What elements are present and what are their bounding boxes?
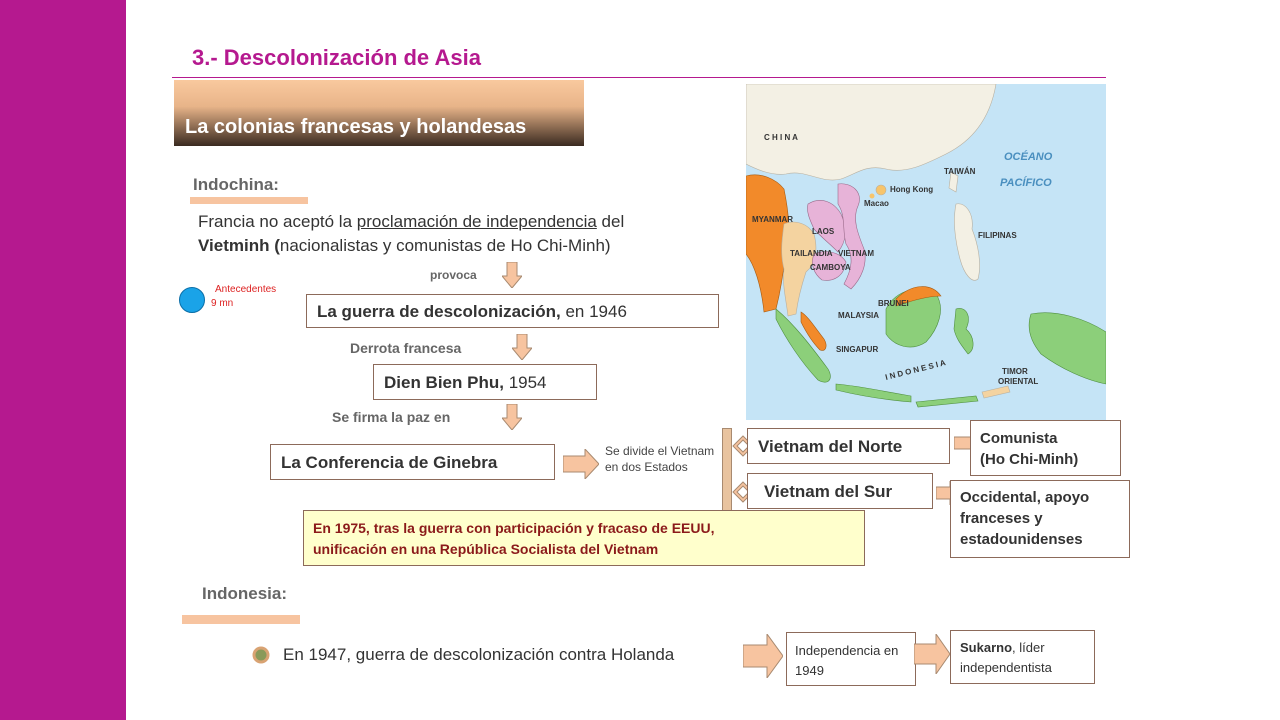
vietnam-norte-box [747, 428, 950, 464]
comunista-box [970, 420, 1121, 476]
down-arrow-icon [502, 404, 522, 430]
divide-text: Se divide el Vietnam en dos Estados [605, 444, 715, 474]
occidental-box [950, 480, 1130, 558]
vietnam-norte-label: Vietnam del Norte [758, 437, 903, 456]
map-label-tailandia: TAILANDIA [790, 249, 833, 258]
vietnam-sur-label: Vietnam del Sur [764, 482, 893, 501]
indonesia-guerra-text: En 1947, guerra de descolonización contra Holanda [283, 645, 675, 664]
section-banner [174, 80, 584, 146]
right-arrow-icon [743, 634, 783, 678]
dien-rest: 1954 [503, 373, 547, 392]
independencia-label: Independencia en 1949 [795, 643, 899, 678]
map-label-hongkong: Hong Kong [890, 185, 934, 194]
dien-bien-phu-box [373, 364, 597, 400]
ginebra-label: La Conferencia de Ginebra [281, 453, 498, 472]
southeast-asia-map [746, 84, 1106, 420]
intro-suffix: del [596, 212, 625, 231]
left-accent-bar [0, 0, 126, 720]
right-arrow-icon [914, 634, 950, 674]
map-label-timor: TIMOR [1002, 367, 1028, 376]
map-label-myanmar: MYANMAR [752, 215, 794, 224]
map-label-vietnam: VIETNAM [838, 249, 874, 258]
sukarno-bold: Sukarno [960, 640, 1013, 655]
map-label-filipinas: FILIPINAS [978, 231, 1017, 240]
sukarno-rest: , líder independentista [960, 640, 1052, 675]
comunista-line2: (Ho Chi-Minh) [980, 451, 1079, 468]
intro-bold: Vietminh ( [198, 236, 280, 255]
map-label-china: C H I N A [764, 133, 798, 142]
comunista-line1: Comunista [980, 430, 1058, 447]
down-arrow-icon [502, 262, 522, 288]
section-banner-label: La colonias francesas y holandesas [185, 116, 527, 138]
unificacion-line2: unificación en una República Socialista del Vietnam [313, 541, 659, 557]
intro-underlined: proclamación de independencia [356, 212, 597, 231]
hongkong-dot [876, 185, 886, 195]
map-label-pacifico: PACÍFICO [1000, 177, 1052, 189]
vietnam-sur-box [747, 473, 933, 509]
independencia-box [786, 632, 916, 686]
indochina-heading: Indochina: [193, 175, 279, 194]
right-arrow-icon [563, 449, 599, 479]
map-label-camboya: CAMBOYA [810, 263, 851, 272]
map-label-oceano: OCÉANO [1004, 151, 1053, 163]
provoca-label: provoca [430, 268, 477, 282]
map-label-brunei: BRUNEI [878, 299, 909, 308]
page-title: 3.- Descolonización de Asia [192, 45, 481, 70]
map-label-macao: Macao [864, 199, 889, 208]
dien-bold: Dien Bien Phu, [384, 373, 504, 392]
guerra-rest: en 1946 [560, 302, 627, 321]
title-divider [172, 77, 1106, 78]
guerra-bold: La guerra de descolonización, [317, 302, 561, 321]
map-label-singapur: SINGAPUR [836, 345, 879, 354]
antecedentes-label[interactable] [215, 284, 276, 296]
antecedentes-text: Antecedentes [215, 284, 277, 295]
occidental-label: Occidental, apoyo franceses y estadounidenses [960, 489, 1090, 548]
map-label-taiwan: TAIWÁN [944, 167, 976, 176]
map-label-laos: LAOS [812, 227, 835, 236]
indochina-underline [190, 197, 308, 204]
indonesia-underline [182, 615, 300, 624]
intro-text [198, 210, 624, 258]
map-label-indonesia: I N D O N E S I A [884, 358, 947, 382]
paz-label: Se firma la paz en [332, 409, 451, 425]
antecedentes-button[interactable] [179, 287, 205, 313]
unificacion-box [303, 510, 865, 566]
macao-dot [870, 194, 875, 199]
intro-prefix: Francia no aceptó la [198, 212, 357, 231]
indonesia-heading: Indonesia: [202, 584, 288, 603]
unificacion-line1: En 1975, tras la guerra con participación y fracaso de EEUU, [313, 520, 715, 536]
map-label-malaysia: MALAYSIA [838, 311, 880, 320]
map-label-oriental: ORIENTAL [998, 377, 1039, 386]
down-arrow-icon [512, 334, 532, 360]
intro-line2: nacionalistas y comunistas de Ho Chi-Minh) [279, 236, 611, 255]
ginebra-box [270, 444, 555, 480]
guerra-box [306, 294, 719, 328]
derrota-label: Derrota francesa [350, 340, 462, 356]
bullet-icon [252, 646, 270, 664]
antecedentes-time: 9 mn [211, 298, 234, 309]
sukarno-box [950, 630, 1095, 684]
